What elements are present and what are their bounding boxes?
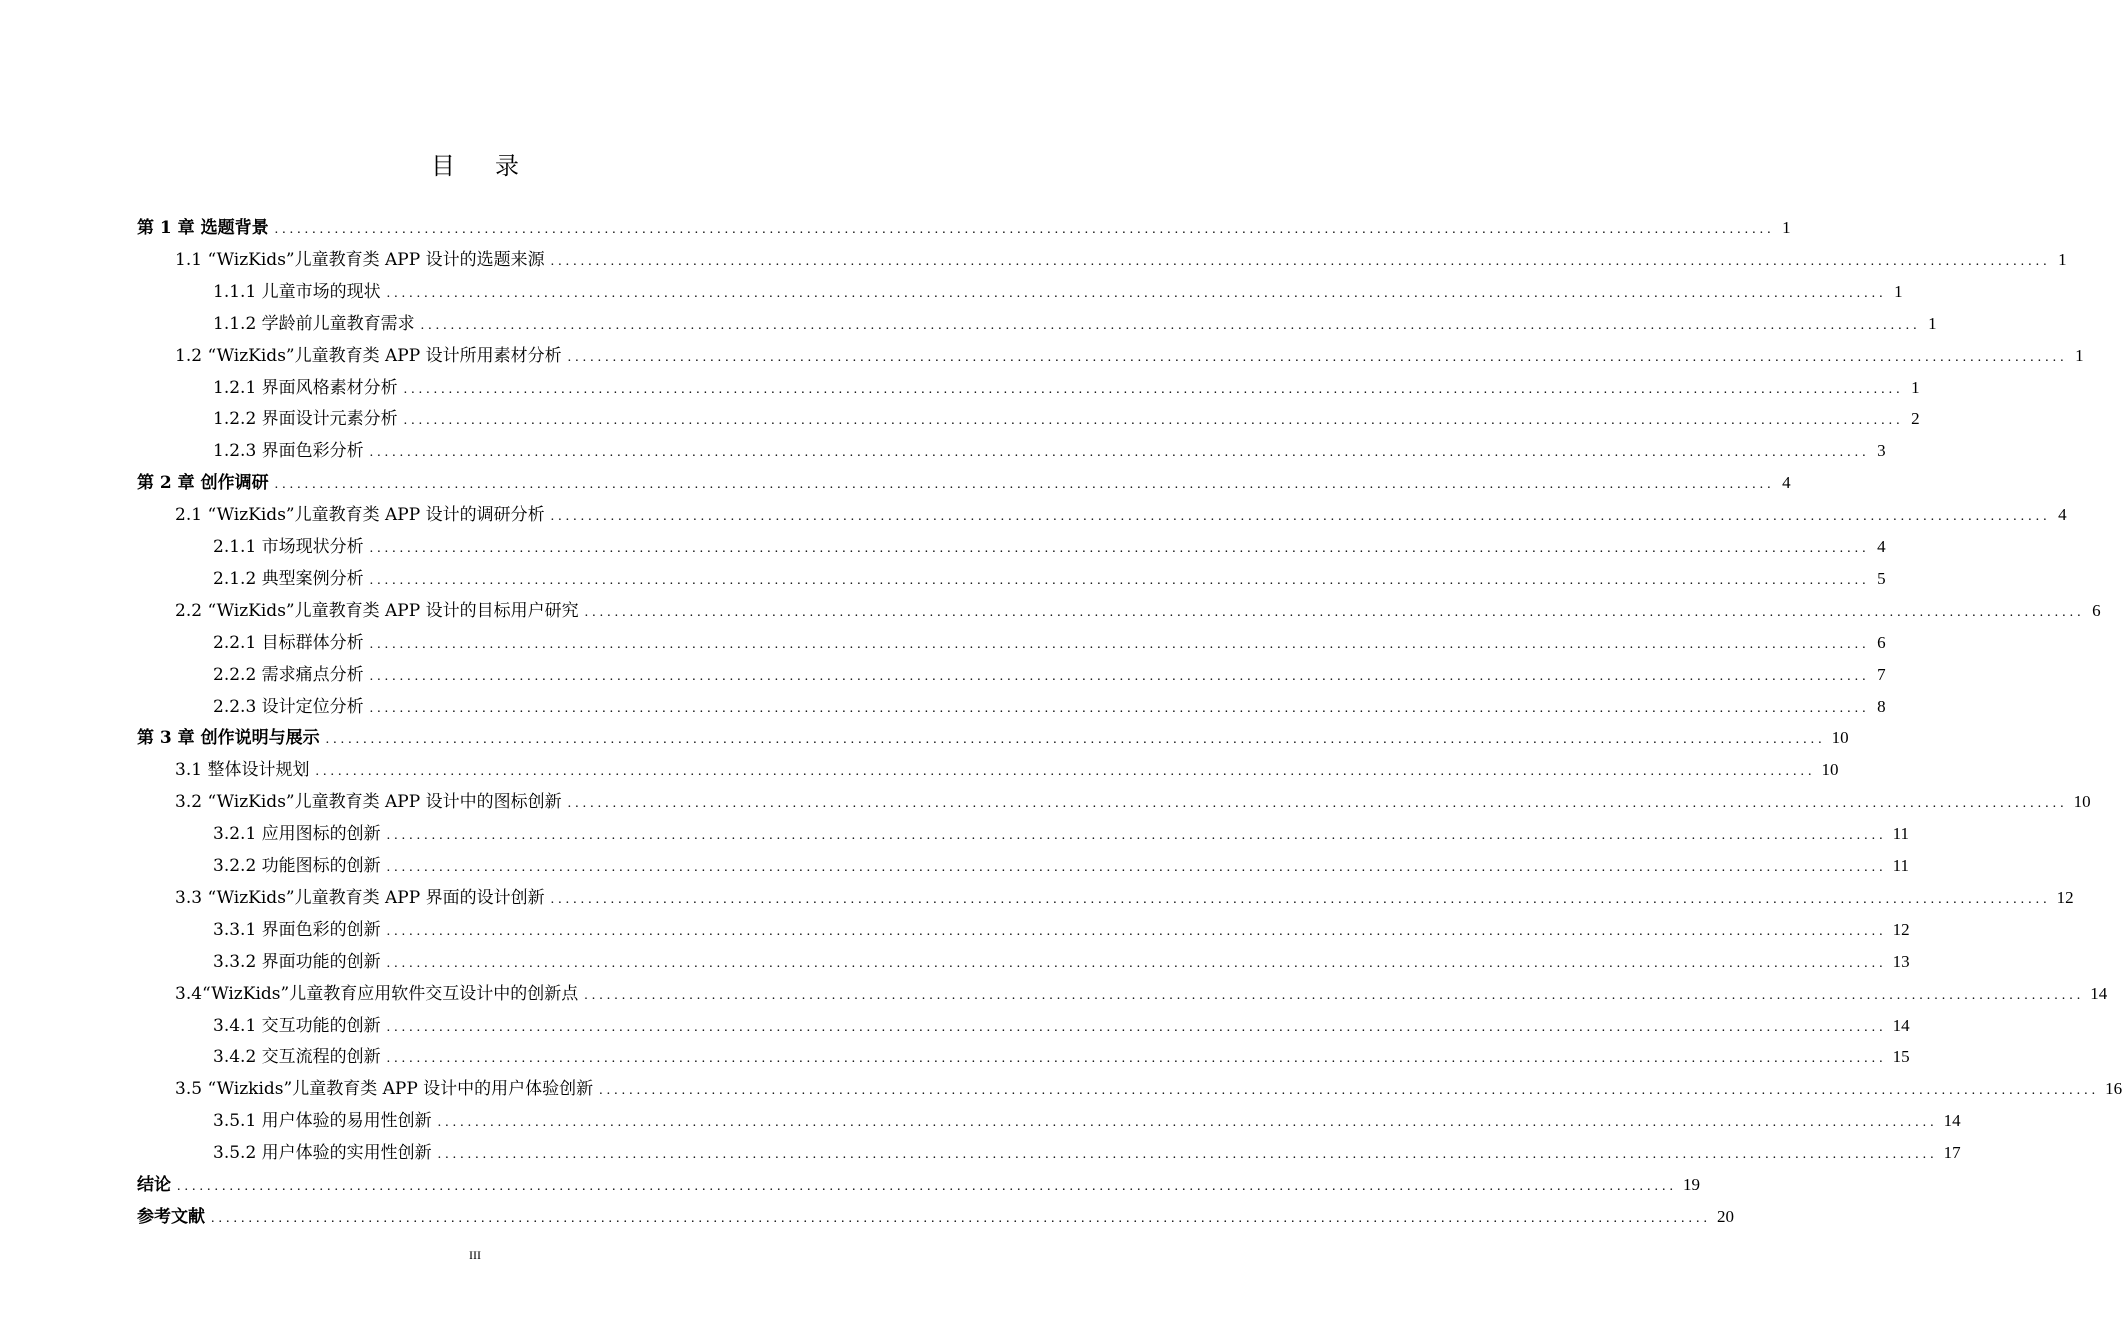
toc-entry-label: 第 1 章 选题背景 (137, 218, 269, 238)
dot-leader: ........................................................................................................................................................................................................ (550, 891, 2051, 907)
toc-entry-page-number: 10 (1821, 760, 1839, 780)
dot-leader: ........................................................................................................................................................................................................ (325, 732, 1826, 748)
dot-leader: ........................................................................................................................................................................................................ (386, 828, 1887, 844)
toc-entry-page-number: 3 (1877, 441, 1886, 461)
toc-entry[interactable] (175, 754, 1839, 786)
dot-leader: ........................................................................................................................................................................................................ (386, 923, 1887, 939)
toc-entry-page-number: 1 (1928, 313, 1937, 333)
title-char-right: 录 (495, 152, 519, 180)
toc-entry-page-number: 2 (1911, 409, 1920, 429)
toc-entry[interactable] (213, 276, 1903, 308)
toc-entry-page-number: 6 (2092, 600, 2101, 620)
dot-leader: ........................................................................................................................................................................................................ (369, 636, 1870, 652)
toc-entry-label: 第 2 章 创作调研 (137, 473, 269, 494)
toc-entry[interactable] (175, 244, 2067, 276)
toc-entry-label: 3.3.1 界面色彩的创新 (213, 919, 381, 940)
toc-entry-label: 1.2 “WizKids”儿童教育类 APP 设计所用素材分析 (175, 345, 562, 366)
toc-entry-page-number: 15 (1892, 1047, 1910, 1067)
toc-entry-label: 3.4.2 交互流程的创新 (213, 1047, 381, 1068)
toc-entry-label: 3.3.2 界面功能的创新 (213, 951, 381, 972)
dot-leader: ........................................................................................................................................................................................................ (420, 317, 1921, 333)
toc-entry-label: 1.1.2 学龄前儿童教育需求 (213, 313, 415, 334)
toc-entry-label: 3.2.2 功能图标的创新 (213, 856, 381, 876)
toc-entry-label: 2.2.1 目标群体分析 (213, 632, 364, 653)
toc-entry-page-number: 5 (1877, 568, 1886, 588)
dot-leader: ........................................................................................................................................................................................................ (584, 987, 2085, 1003)
toc-entry[interactable] (213, 531, 1886, 563)
dot-leader: ........................................................................................................................................................................................................ (437, 1115, 1938, 1131)
toc-entry-page-number: 10 (1831, 728, 1849, 748)
toc-entry-page-number: 6 (1877, 632, 1886, 652)
toc-entry-label: 结论 (137, 1175, 171, 1195)
toc-entry-label: 1.2.3 界面色彩分析 (213, 441, 364, 462)
toc-entry[interactable] (213, 659, 1886, 691)
toc-entry[interactable] (137, 1169, 1700, 1201)
toc-entry-label: 2.1.1 市场现状分析 (213, 537, 364, 557)
dot-leader: ........................................................................................................................................................................................................ (386, 860, 1887, 875)
toc-entry-label: 3.5.2 用户体验的实用性创新 (213, 1143, 432, 1164)
toc-entry-page-number: 11 (1892, 824, 1910, 844)
toc-entry-label: 3.4“WizKids”儿童教育应用软件交互设计中的创新点 (175, 983, 579, 1004)
toc-entry[interactable] (213, 1041, 1910, 1073)
toc-entry-page-number: 11 (1892, 856, 1910, 875)
toc-entry[interactable] (213, 563, 1886, 595)
toc-entry-page-number: 1 (2075, 345, 2084, 365)
toc-entry-page-number: 20 (1717, 1206, 1734, 1226)
toc-entry-page-number: 8 (1877, 696, 1886, 716)
dot-leader: ........................................................................................................................................................................................................ (315, 764, 1816, 780)
dot-leader: ........................................................................................................................................................................................................ (386, 1051, 1887, 1067)
title-char-left: 目 (431, 152, 455, 180)
toc-entry-page-number: 14 (1892, 1015, 1910, 1035)
toc-entry-page-number: 14 (2090, 983, 2108, 1003)
toc-entry-label: 3.1 整体设计规划 (175, 760, 310, 781)
dot-leader: ........................................................................................................................................................................................................ (386, 285, 1887, 301)
toc-entry-page-number: 1 (1782, 218, 1791, 237)
toc-entry-page-number: 1 (2058, 249, 2067, 269)
dot-leader: ........................................................................................................................................................................................................ (369, 668, 1870, 684)
dot-leader: ........................................................................................................................................................................................................ (274, 477, 1775, 493)
toc-entry-page-number: 13 (1892, 951, 1910, 971)
toc-entry[interactable] (213, 435, 1886, 467)
toc-entry-label: 3.5 “Wizkids”儿童教育类 APP 设计中的用户体验创新 (175, 1079, 594, 1100)
toc-entry-page-number: 17 (1943, 1143, 1961, 1163)
toc-entry-page-number: 4 (1877, 537, 1886, 556)
toc-entry-label: 1.2.2 界面设计元素分析 (213, 409, 398, 430)
toc-entry[interactable] (175, 499, 2067, 531)
dot-leader: ........................................................................................................................................................................................................ (567, 796, 2068, 812)
toc-entry-page-number: 12 (2056, 887, 2074, 907)
toc-entry-label: 3.4.1 交互功能的创新 (213, 1015, 381, 1036)
toc-entry[interactable] (213, 691, 1886, 723)
toc-entry-page-number: 10 (2073, 792, 2091, 812)
dot-leader: ........................................................................................................................................................................................................ (550, 253, 2051, 269)
toc-entry-label: 2.2.3 设计定位分析 (213, 696, 364, 717)
dot-leader: ........................................................................................................................................................................................................ (386, 1019, 1887, 1035)
toc-entry-label: 2.2 “WizKids”儿童教育类 APP 设计的目标用户研究 (175, 600, 579, 621)
toc-entry[interactable] (213, 1105, 1961, 1137)
toc-entry-label: 3.2 “WizKids”儿童教育类 APP 设计中的图标创新 (175, 792, 562, 813)
toc-entry-label: 2.1.2 典型案例分析 (213, 568, 364, 589)
dot-leader: ........................................................................................................................................................................................................ (211, 1210, 1711, 1226)
dot-leader: ........................................................................................................................................................................................................ (403, 381, 1904, 397)
dot-leader: ........................................................................................................................................................................................................ (369, 572, 1870, 588)
toc-entry-label: 1.1.1 儿童市场的现状 (213, 281, 381, 302)
toc-entry[interactable] (137, 722, 1849, 754)
toc-entry[interactable] (137, 1201, 1734, 1233)
page-number-footer: III (469, 1248, 481, 1262)
toc-entry[interactable] (137, 212, 1791, 244)
toc-entry[interactable] (213, 372, 1920, 404)
dot-leader: ........................................................................................................................................................................................................ (369, 445, 1870, 461)
dot-leader: ........................................................................................................................................................................................................ (274, 222, 1775, 237)
toc-entry[interactable] (213, 850, 1910, 882)
dot-leader: ........................................................................................................................................................................................................ (584, 604, 2085, 620)
toc-entry[interactable] (175, 595, 2101, 627)
toc-entry[interactable] (213, 627, 1886, 659)
dot-leader: ........................................................................................................................................................................................................ (369, 700, 1870, 716)
toc-entry-page-number: 4 (1782, 473, 1791, 493)
toc-entry-label: 2.1 “WizKids”儿童教育类 APP 设计的调研分析 (175, 505, 545, 526)
toc-entry-page-number: 7 (1877, 664, 1886, 684)
toc-entry-page-number: 4 (2058, 505, 2067, 525)
dot-leader: ........................................................................................................................................................................................................ (567, 349, 2068, 365)
toc-entry-label: 1.1 “WizKids”儿童教育类 APP 设计的选题来源 (175, 249, 545, 270)
dot-leader: ........................................................................................................................................................................................................ (403, 413, 1904, 429)
toc-entry-label: 第 3 章 创作说明与展示 (137, 728, 320, 749)
toc-entry[interactable] (213, 818, 1910, 850)
toc-entry-page-number: 1 (1911, 377, 1920, 397)
toc-entry[interactable] (175, 978, 2108, 1010)
toc-entry-label: 3.3 “WizKids”儿童教育类 APP 界面的设计创新 (175, 887, 545, 908)
toc-entry[interactable] (213, 403, 1920, 435)
toc-entry[interactable] (213, 1137, 1961, 1169)
toc-entry[interactable] (175, 1073, 2122, 1105)
dot-leader: ........................................................................................................................................................................................................ (386, 955, 1887, 971)
toc-entry[interactable] (213, 946, 1910, 978)
toc-entry-label: 3.5.1 用户体验的易用性创新 (213, 1111, 432, 1132)
toc-entry[interactable] (213, 308, 1937, 340)
toc-entry-label: 参考文献 (137, 1206, 205, 1227)
toc-entry-page-number: 19 (1683, 1175, 1700, 1194)
toc-entry[interactable] (213, 914, 1910, 946)
toc-entry-page-number: 12 (1892, 919, 1910, 939)
toc-entry[interactable] (175, 340, 2084, 372)
dot-leader: ........................................................................................................................................................................................................ (437, 1147, 1938, 1163)
dot-leader: ........................................................................................................................................................................................................ (599, 1083, 2100, 1099)
dot-leader: ........................................................................................................................................................................................................ (550, 509, 2051, 525)
toc-entry-page-number: 14 (1943, 1111, 1961, 1131)
toc-entry[interactable] (137, 467, 1791, 499)
toc-entry[interactable] (175, 882, 2074, 914)
toc-entry[interactable] (175, 786, 2091, 818)
toc-entry[interactable] (213, 1010, 1910, 1042)
dot-leader: ........................................................................................................................................................................................................ (369, 541, 1870, 556)
toc-entry-label: 1.2.1 界面风格素材分析 (213, 377, 398, 398)
toc-entry-page-number: 16 (2105, 1079, 2122, 1099)
dot-leader: ........................................................................................................................................................................................................ (177, 1179, 1677, 1194)
toc-entry-label: 2.2.2 需求痛点分析 (213, 664, 364, 685)
toc-entry-page-number: 1 (1894, 281, 1903, 301)
toc-entry-label: 3.2.1 应用图标的创新 (213, 824, 381, 845)
